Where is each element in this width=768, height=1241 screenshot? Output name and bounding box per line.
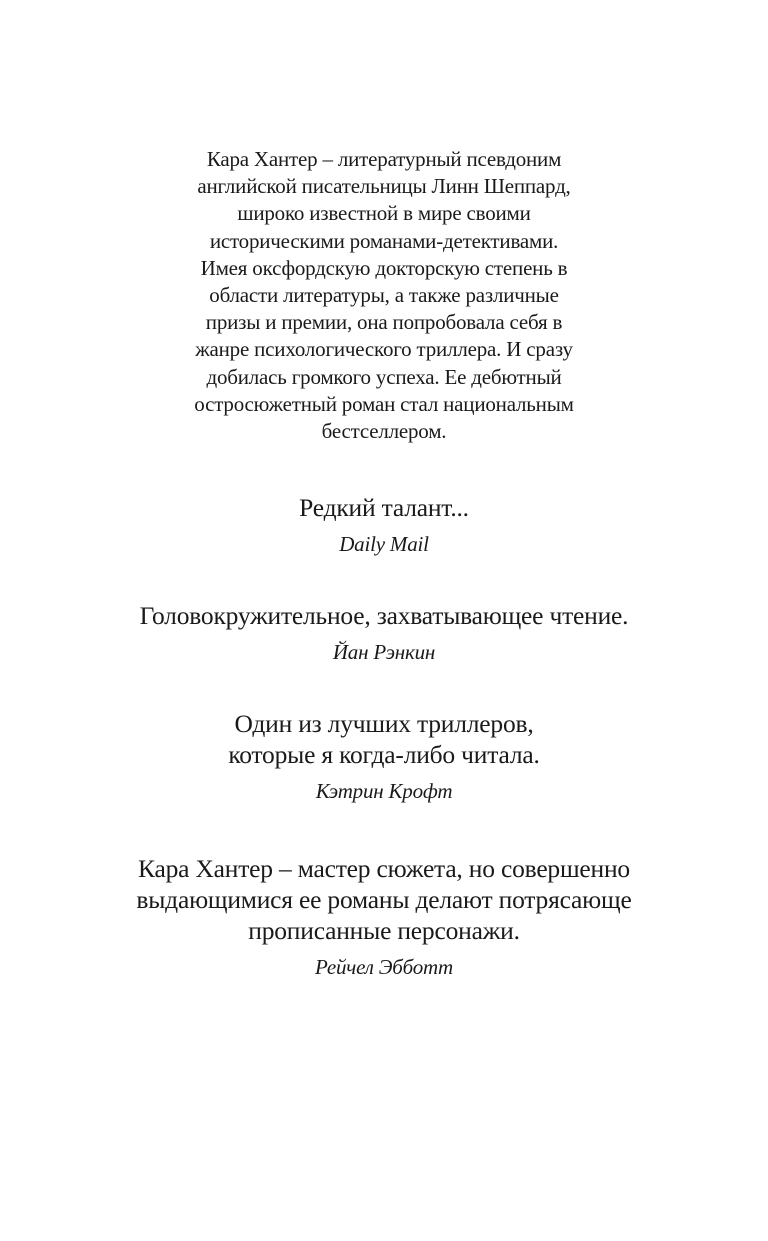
- bio-line: остросюжетный роман стал национальным: [194, 391, 574, 416]
- quote-text: [40, 708, 728, 770]
- quote-line: Кара Хантер – мастер сюжета, но совершенно: [138, 854, 630, 883]
- review-quote: [40, 708, 728, 804]
- quote-line: прописанные персонажи.: [248, 916, 520, 945]
- quote-author: Йан Рэнкин: [332, 640, 436, 664]
- quote-line: которые я когда-либо читала.: [228, 740, 540, 769]
- review-quote: [40, 600, 728, 665]
- quote-line: выдающимися ее романы делают потрясающе: [136, 885, 632, 914]
- quote-line: Редкий талант...: [299, 493, 469, 522]
- quote-text: [40, 600, 728, 631]
- quote-author: Рейчел Эбботт: [315, 955, 453, 979]
- bio-line: широко известной в мире своими: [237, 201, 531, 226]
- bio-line: английской писательницы Линн Шеппард,: [197, 174, 571, 199]
- quote-text: [40, 492, 728, 523]
- quote-author: Кэтрин Крофт: [315, 779, 453, 803]
- bio-line: историческими романами-детективами.: [209, 228, 559, 253]
- bio-line: бестселлером.: [321, 419, 447, 444]
- author-bio: [124, 146, 644, 445]
- quote-text: [40, 853, 728, 946]
- bio-line: жанре психологического триллера. И сразу: [195, 337, 573, 362]
- bio-line: Имея оксфордскую докторскую степень в: [200, 255, 568, 280]
- bio-line: области литературы, а также различные: [209, 283, 559, 308]
- quote-author: Daily Mail: [339, 532, 429, 556]
- bio-line: добилась громкого успеха. Ее дебютный: [206, 364, 562, 389]
- review-quote: [40, 492, 728, 557]
- quote-line: Один из лучших триллеров,: [234, 709, 534, 738]
- bio-line: Кара Хантер – литературный псевдоним: [206, 147, 562, 171]
- bio-line: призы и премии, она попробовала себя в: [205, 310, 563, 335]
- review-quote: [40, 853, 728, 980]
- quote-line: Головокружительное, захватывающее чтение.: [139, 601, 629, 630]
